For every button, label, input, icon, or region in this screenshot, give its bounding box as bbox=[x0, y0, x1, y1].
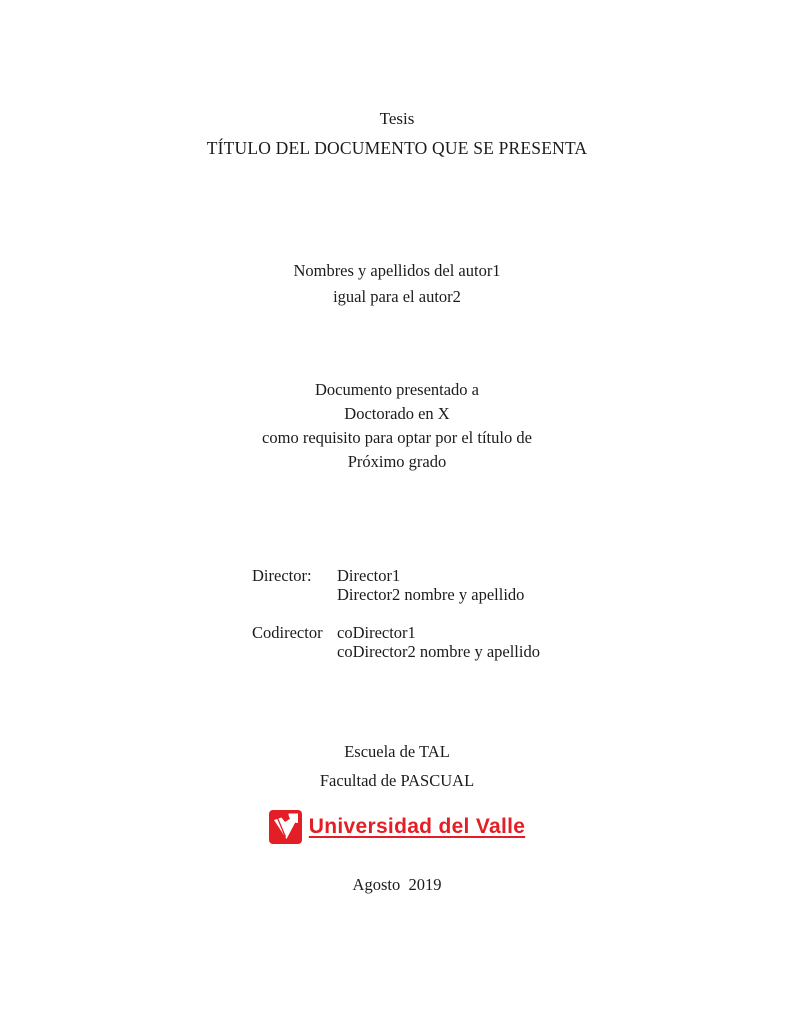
author-line-2: igual para el autor2 bbox=[333, 287, 461, 306]
page-title: TÍTULO DEL DOCUMENTO QUE SE PRESENTA bbox=[206, 138, 588, 158]
presentation-line-3: como requisito para optar por el título de bbox=[262, 428, 532, 447]
director-names bbox=[337, 566, 524, 604]
presentation-line-1: Documento presentado a bbox=[314, 380, 480, 399]
codirector-names bbox=[337, 623, 540, 661]
director-name-2: Director2 nombre y apellido bbox=[337, 585, 525, 604]
document-type-label: Tesis bbox=[379, 109, 415, 128]
codirector-label: Codirector bbox=[252, 623, 323, 642]
universidad-del-valle-shield-icon bbox=[269, 809, 302, 845]
affiliation-block bbox=[0, 737, 794, 795]
codirector-row bbox=[252, 623, 540, 661]
codirector-name-1: coDirector1 bbox=[337, 623, 416, 642]
presentation-line-2: Doctorado en X bbox=[344, 404, 450, 423]
director-label: Director: bbox=[252, 566, 312, 585]
director-row bbox=[252, 566, 540, 604]
university-brand-link[interactable] bbox=[0, 809, 794, 845]
faculty-line: Facultad de PASCUAL bbox=[319, 771, 475, 790]
university-name-text: Universidad del Valle bbox=[308, 815, 526, 838]
publication-date: Agosto 2019 bbox=[352, 875, 442, 894]
authors-block bbox=[0, 258, 794, 310]
author-line-1: Nombres y apellidos del autor1 bbox=[293, 261, 501, 280]
presentation-line-4: Próximo grado bbox=[347, 452, 447, 471]
school-line: Escuela de TAL bbox=[344, 742, 450, 761]
presentation-block bbox=[0, 378, 794, 474]
directors-block bbox=[252, 566, 540, 661]
codirector-name-2: coDirector2 nombre y apellido bbox=[337, 642, 540, 661]
director-name-1: Director1 bbox=[337, 566, 401, 585]
